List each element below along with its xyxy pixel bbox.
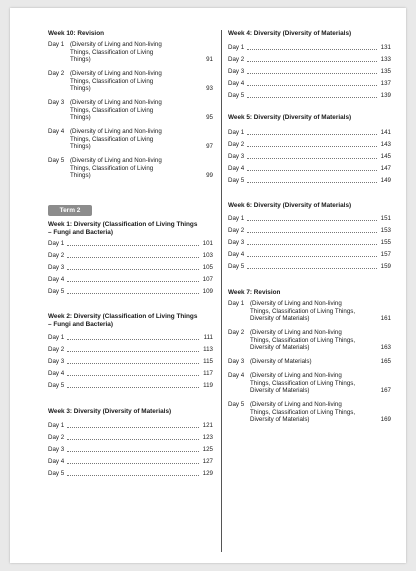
day-label: Day 2 bbox=[228, 227, 245, 234]
week-5-day-1[interactable] bbox=[228, 129, 391, 137]
day-label: Day 4 bbox=[48, 128, 65, 135]
leader-dots bbox=[67, 474, 199, 476]
page-number: 161 bbox=[380, 315, 391, 323]
page-number: 165 bbox=[380, 358, 391, 366]
day-label: Day 3 bbox=[48, 358, 65, 365]
leader-dots bbox=[67, 462, 199, 464]
day-label: Day 4 bbox=[48, 370, 65, 377]
day-label: Day 3 bbox=[48, 264, 65, 271]
day-label: Day 3 bbox=[228, 239, 245, 246]
week-6-day-5[interactable] bbox=[228, 263, 391, 271]
page-number: 97 bbox=[206, 143, 213, 151]
page-number: 139 bbox=[380, 92, 391, 99]
week-5-day-5[interactable] bbox=[228, 177, 391, 185]
day-label: Day 3 bbox=[48, 446, 65, 453]
page-number: 119 bbox=[203, 382, 213, 389]
leader-dots bbox=[67, 338, 199, 340]
day-label: Day 2 bbox=[228, 141, 245, 148]
week-2-day-2[interactable] bbox=[48, 346, 213, 354]
day-topic: (Diversity of Materials) bbox=[250, 358, 312, 365]
leader-dots bbox=[247, 255, 377, 257]
leader-dots bbox=[67, 386, 199, 388]
term-badge: Term 2 bbox=[48, 205, 92, 216]
day-label: Day 5 bbox=[228, 263, 245, 270]
leader-dots bbox=[247, 219, 377, 221]
week-7-day-4[interactable] bbox=[228, 372, 391, 395]
day-label: Day 1 bbox=[228, 215, 245, 222]
leader-dots bbox=[67, 362, 199, 364]
day-label: Day 5 bbox=[48, 288, 65, 295]
day-label: Day 1 bbox=[48, 41, 65, 48]
week-1-day-4[interactable] bbox=[48, 276, 213, 284]
day-label: Day 2 bbox=[48, 70, 65, 77]
day-topic: (Diversity of Living and Non-living Things, Classification of Living Things) bbox=[70, 157, 162, 180]
column-divider bbox=[221, 30, 222, 552]
leader-dots bbox=[247, 96, 377, 98]
day-label: Day 2 bbox=[48, 252, 65, 259]
contents-page bbox=[10, 8, 406, 563]
week-10-day-1[interactable] bbox=[48, 41, 213, 64]
page-number: 131 bbox=[380, 44, 391, 51]
week-1-day-3[interactable] bbox=[48, 264, 213, 272]
leader-dots bbox=[247, 133, 377, 135]
week-1-day-2[interactable] bbox=[48, 252, 213, 260]
leader-dots bbox=[247, 243, 377, 245]
week-4-day-5[interactable] bbox=[228, 92, 391, 100]
day-label: Day 4 bbox=[228, 372, 245, 379]
leader-dots bbox=[247, 48, 377, 50]
page-number: 153 bbox=[380, 227, 391, 234]
page-number: 149 bbox=[380, 177, 391, 184]
day-label: Day 5 bbox=[228, 92, 245, 99]
week-2-title: Week 2: Diversity (Classification of Living Things – Fungi and Bacteria) bbox=[48, 313, 198, 328]
leader-dots bbox=[67, 268, 199, 270]
page-number: 117 bbox=[203, 370, 213, 377]
day-label: Day 5 bbox=[48, 382, 65, 389]
leader-dots bbox=[247, 181, 377, 183]
week-5-day-2[interactable] bbox=[228, 141, 391, 149]
week-7-title: Week 7: Revision bbox=[228, 289, 281, 296]
page-number: 103 bbox=[202, 252, 213, 259]
day-label: Day 1 bbox=[228, 129, 245, 136]
page-number: 169 bbox=[380, 416, 391, 424]
day-label: Day 5 bbox=[228, 401, 245, 408]
week-3-day-5[interactable] bbox=[48, 470, 213, 478]
leader-dots bbox=[67, 450, 199, 452]
page-number: 109 bbox=[202, 288, 213, 295]
day-topic: (Diversity of Living and Non-living Things, Classification of Living Things) bbox=[70, 128, 162, 151]
day-label: Day 3 bbox=[228, 153, 245, 160]
week-2-day-3[interactable] bbox=[48, 358, 213, 366]
day-topic: (Diversity of Living and Non-living Things, Classification of Living Things) bbox=[70, 99, 162, 122]
page-number: 167 bbox=[380, 387, 391, 395]
leader-dots bbox=[247, 169, 377, 171]
week-3-day-1[interactable] bbox=[48, 422, 213, 430]
week-7-day-5[interactable] bbox=[228, 401, 391, 424]
week-10-day-5[interactable] bbox=[48, 157, 213, 180]
page-number: 123 bbox=[202, 434, 213, 441]
page-number: 91 bbox=[206, 56, 213, 64]
week-10-day-3[interactable] bbox=[48, 99, 213, 122]
page-number: 105 bbox=[202, 264, 213, 271]
week-5-title: Week 5: Diversity (Diversity of Materials) bbox=[228, 114, 352, 121]
page-number: 127 bbox=[202, 458, 213, 465]
leader-dots bbox=[67, 256, 199, 258]
page-number: 143 bbox=[380, 141, 391, 148]
day-label: Day 4 bbox=[48, 276, 65, 283]
day-label: Day 5 bbox=[48, 470, 65, 477]
day-topic: (Diversity of Living and Non-living Things, Classification of Living Things, Diversity of Materials) bbox=[250, 329, 356, 352]
week-6-day-2[interactable] bbox=[228, 227, 391, 235]
week-6-title: Week 6: Diversity (Diversity of Materials) bbox=[228, 202, 352, 209]
page-number: 145 bbox=[380, 153, 391, 160]
week-6-day-4[interactable] bbox=[228, 251, 391, 259]
leader-dots bbox=[247, 145, 377, 147]
week-1-day-1[interactable] bbox=[48, 240, 213, 248]
day-label: Day 4 bbox=[48, 458, 65, 465]
day-label: Day 2 bbox=[48, 346, 65, 353]
day-label: Day 2 bbox=[228, 329, 245, 336]
page-number: 141 bbox=[380, 129, 391, 136]
week-4-title: Week 4: Diversity (Diversity of Materials) bbox=[228, 30, 352, 37]
week-7-day-3[interactable] bbox=[228, 358, 391, 366]
week-3-day-3[interactable] bbox=[48, 446, 213, 454]
page-number: 121 bbox=[202, 422, 213, 429]
leader-dots bbox=[67, 426, 199, 428]
day-label: Day 1 bbox=[228, 300, 245, 307]
leader-dots bbox=[67, 350, 199, 352]
day-label: Day 1 bbox=[228, 44, 245, 51]
week-4-day-1[interactable] bbox=[228, 44, 391, 52]
leader-dots bbox=[67, 374, 199, 376]
page-number: 113 bbox=[203, 346, 213, 353]
day-label: Day 1 bbox=[48, 240, 65, 247]
leader-dots bbox=[247, 60, 377, 62]
week-5-day-4[interactable] bbox=[228, 165, 391, 173]
page-number: 159 bbox=[380, 263, 391, 270]
page-number: 133 bbox=[380, 56, 391, 63]
week-10-day-4[interactable] bbox=[48, 128, 213, 151]
page-number: 99 bbox=[206, 172, 213, 180]
day-topic: (Diversity of Living and Non-living Things, Classification of Living Things, Diversity of Materials) bbox=[250, 372, 356, 395]
leader-dots bbox=[67, 292, 199, 294]
page-number: 115 bbox=[203, 358, 213, 365]
day-label: Day 5 bbox=[228, 177, 245, 184]
day-label: Day 4 bbox=[228, 80, 245, 87]
page-number: 135 bbox=[380, 68, 391, 75]
day-label: Day 4 bbox=[228, 165, 245, 172]
page-number: 111 bbox=[203, 334, 213, 341]
week-4-day-3[interactable] bbox=[228, 68, 391, 76]
week-7-day-2[interactable] bbox=[228, 329, 391, 352]
leader-dots bbox=[67, 280, 199, 282]
leader-dots bbox=[67, 438, 199, 440]
page-number: 107 bbox=[202, 276, 213, 283]
week-4-day-4[interactable] bbox=[228, 80, 391, 88]
page-number: 157 bbox=[380, 251, 391, 258]
day-label: Day 1 bbox=[48, 334, 65, 341]
week-6-day-1[interactable] bbox=[228, 215, 391, 223]
page-number: 151 bbox=[380, 215, 391, 222]
day-topic: (Diversity of Living and Non-living Things, Classification of Living Things, Diversity of Materials) bbox=[250, 300, 356, 323]
day-label: Day 1 bbox=[48, 422, 65, 429]
page-number: 147 bbox=[380, 165, 391, 172]
day-label: Day 5 bbox=[48, 157, 65, 164]
week-1-title: Week 1: Diversity (Classification of Living Things – Fungi and Bacteria) bbox=[48, 221, 198, 236]
week-7-day-1[interactable] bbox=[228, 300, 391, 323]
page-number: 125 bbox=[202, 446, 213, 453]
leader-dots bbox=[247, 267, 377, 269]
day-label: Day 2 bbox=[228, 56, 245, 63]
page-number: 93 bbox=[206, 85, 213, 93]
leader-dots bbox=[67, 244, 199, 246]
week-2-day-5[interactable] bbox=[48, 382, 213, 390]
page-number: 155 bbox=[380, 239, 391, 246]
week-3-day-4[interactable] bbox=[48, 458, 213, 466]
week-3-title: Week 3: Diversity (Diversity of Materials) bbox=[48, 408, 172, 415]
day-topic: (Diversity of Living and Non-living Things, Classification of Living Things) bbox=[70, 41, 162, 64]
leader-dots bbox=[247, 84, 377, 86]
day-label: Day 2 bbox=[48, 434, 65, 441]
page-number: 101 bbox=[202, 240, 213, 247]
day-topic: (Diversity of Living and Non-living Things, Classification of Living Things, Diversity of Materials) bbox=[250, 401, 356, 424]
week-5-day-3[interactable] bbox=[228, 153, 391, 161]
leader-dots bbox=[247, 231, 377, 233]
week-10-title: Week 10: Revision bbox=[48, 30, 105, 37]
week-1-day-5[interactable] bbox=[48, 288, 213, 296]
week-2-day-1[interactable] bbox=[48, 334, 213, 342]
day-label: Day 4 bbox=[228, 251, 245, 258]
page-number: 129 bbox=[202, 470, 213, 477]
day-label: Day 3 bbox=[228, 68, 245, 75]
week-2-day-4[interactable] bbox=[48, 370, 213, 378]
day-topic: (Diversity of Living and Non-living Things, Classification of Living Things) bbox=[70, 70, 162, 93]
week-6-day-3[interactable] bbox=[228, 239, 391, 247]
page-number: 137 bbox=[380, 80, 391, 87]
leader-dots bbox=[247, 72, 377, 74]
day-label: Day 3 bbox=[228, 358, 245, 365]
day-label: Day 3 bbox=[48, 99, 65, 106]
week-3-day-2[interactable] bbox=[48, 434, 213, 442]
page-number: 95 bbox=[206, 114, 213, 122]
week-10-day-2[interactable] bbox=[48, 70, 213, 93]
leader-dots bbox=[247, 157, 377, 159]
week-4-day-2[interactable] bbox=[228, 56, 391, 64]
page-number: 163 bbox=[380, 344, 391, 352]
